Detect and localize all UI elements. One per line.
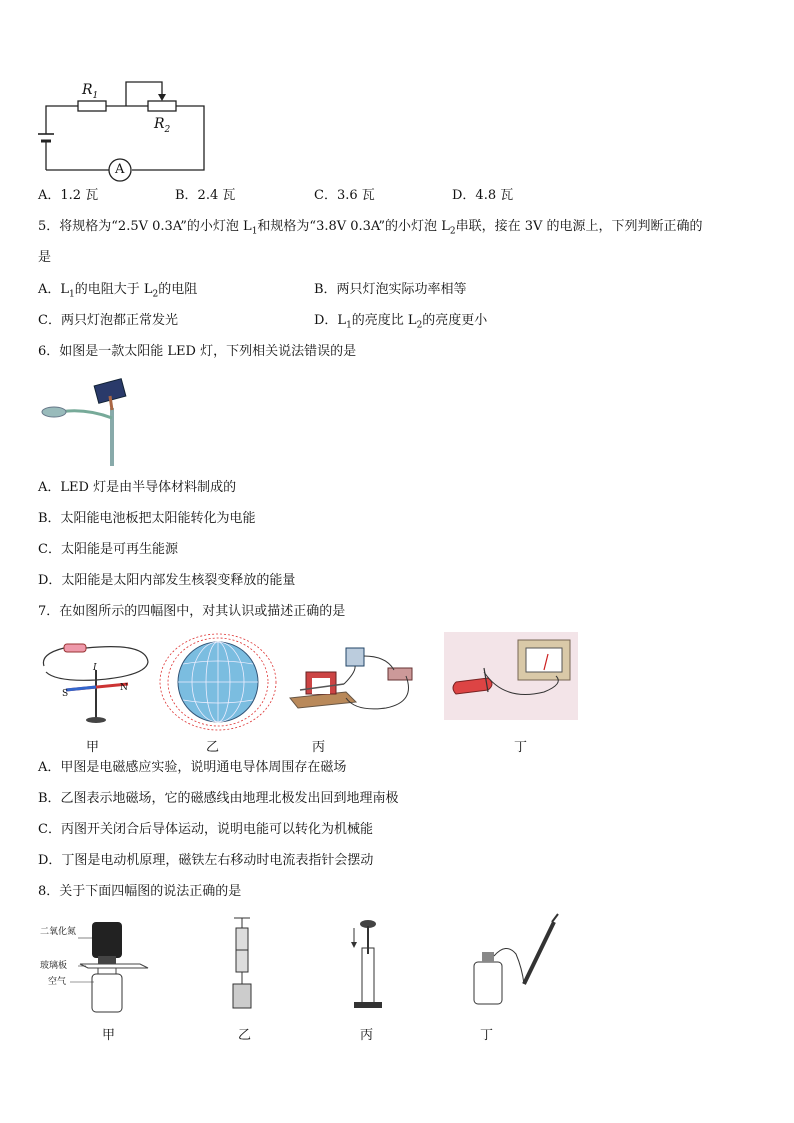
solar-led-lamp-figure <box>40 378 130 466</box>
q8-caption-yi: 乙 <box>238 1028 252 1043</box>
label-r2: $R_2$ <box>154 116 171 135</box>
q4-option-b: B．2.4 瓦 <box>175 188 236 203</box>
q7-figure-bing <box>286 642 420 722</box>
q7-figure-ding <box>444 632 578 720</box>
q7-caption-yi: 乙 <box>206 740 220 755</box>
label-r1: $R_1$ <box>82 82 99 101</box>
q7-option-c: C．丙图开关闭合后导体运动，说明电能可以转化为机械能 <box>38 822 373 837</box>
q6-option-d: D．太阳能是太阳内部发生核裂变释放的能量 <box>38 573 296 588</box>
q5-option-a: A．$L_1$的电阻大于 $L_2$的电阻 <box>38 282 198 300</box>
q8-caption-ding: 丁 <box>480 1028 494 1043</box>
q5-option-c: C．两只灯泡都正常发光 <box>38 313 178 328</box>
q5-option-d: D．$L_1$的亮度比 $L_2$的亮度更小 <box>314 313 488 331</box>
circuit-diagram <box>38 78 208 178</box>
q6-option-a: A．LED 灯是由半导体材料制成的 <box>38 480 237 495</box>
q8-figure-jia <box>40 916 160 1016</box>
label-glass: 玻璃板 <box>40 961 68 971</box>
label-i: I <box>93 663 97 673</box>
q7-option-d: D．丁图是电动机原理，磁铁左右移动时电流表指针会摆动 <box>38 853 374 868</box>
q5-stem: 5．将规格为“2.5V 0.3A”的小灯泡 $L_1$和规格为“3.8V 0.3A”的小灯泡 $L_2$串联，接在 3V 的电源上，下列判断正确的 <box>38 219 703 237</box>
q5-stem-line2: 是 <box>38 250 52 265</box>
q7-caption-bing: 丙 <box>312 740 326 755</box>
q8-caption-bing: 丙 <box>360 1028 374 1043</box>
q7-option-b: B．乙图表示地磁场，它的磁感线由地理北极发出回到地理南极 <box>38 791 399 806</box>
q7-caption-jia: 甲 <box>86 740 100 755</box>
q4-option-c: C．3.6 瓦 <box>314 188 375 203</box>
label-no2: 二氧化氮 <box>40 927 77 937</box>
q6-option-c: C．太阳能是可再生能源 <box>38 542 178 557</box>
q8-figure-yi <box>224 918 260 1014</box>
label-air: 空气 <box>48 977 67 987</box>
q5-option-b: B．两只灯泡实际功率相等 <box>314 282 467 297</box>
q8-figure-ding <box>466 912 566 1012</box>
q7-figure-jia <box>36 636 156 726</box>
q6-option-b: B．太阳能电池板把太阳能转化为电能 <box>38 511 256 526</box>
label-n: N <box>120 683 128 693</box>
q4-option-a: A．1.2 瓦 <box>38 188 99 203</box>
q8-figure-bing <box>346 918 386 1010</box>
q7-option-a: A．甲图是电磁感应实验，说明通电导体周围存在磁场 <box>38 760 347 775</box>
q7-caption-ding: 丁 <box>514 740 528 755</box>
q7-stem: 7．在如图所示的四幅图中，对其认识或描述正确的是 <box>38 604 346 619</box>
q6-stem: 6．如图是一款太阳能 LED 灯，下列相关说法错误的是 <box>38 344 357 359</box>
label-s: S <box>62 689 69 699</box>
q8-stem: 8．关于下面四幅图的说法正确的是 <box>38 884 242 899</box>
rheostat-r2 <box>148 101 176 111</box>
q7-figure-yi <box>158 632 278 732</box>
label-ammeter: A <box>115 162 125 177</box>
q4-option-d: D．4.8 瓦 <box>452 188 514 203</box>
q8-caption-jia: 甲 <box>102 1028 116 1043</box>
